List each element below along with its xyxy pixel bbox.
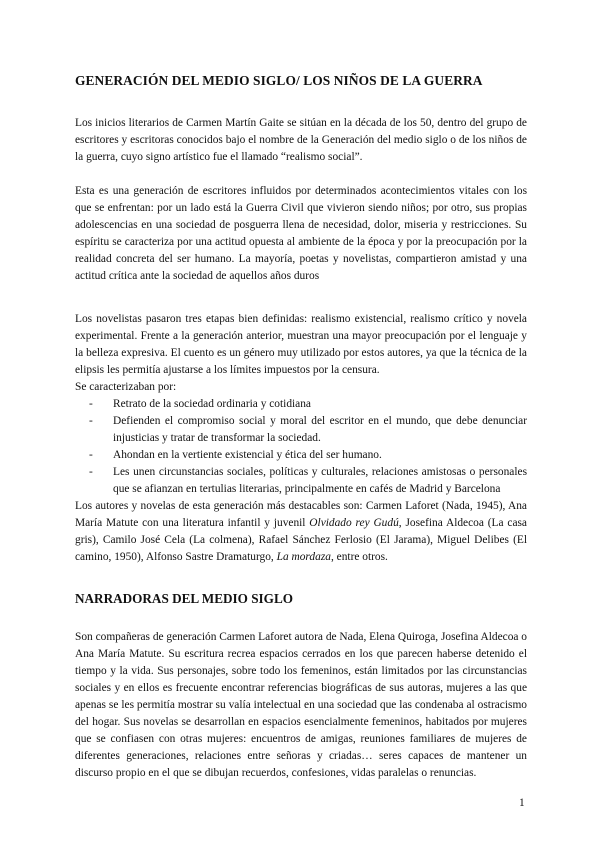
page-number: 1 <box>519 797 525 809</box>
characteristics-list <box>75 396 527 498</box>
dash-bullet: - <box>89 466 93 478</box>
list-item-text: Defienden el compromiso social y moral del escritor en el mundo, que debe denunciar injusticias y tratar de transformar la sociedad. <box>113 415 527 444</box>
paragraph-generation: Esta es una generación de escritores influidos por determinados acontecimientos vitales con los que se enfrentan: por un lado está la Guerra Civil que vivieron siendo niños; por otro, sus propias adolescencias en una sociedad de posguerra llena de necesidad, dolor, miseria y restricciones. Su espíritu se caracteriza por una actitud opuesta al ambiente de la época y por la preocupación por la realidad concreta del ser humano. La mayoría, poetas y novelistas, compartieron amistad y una actitud crítica ante la sociedad de aquellos años duros <box>75 185 527 282</box>
paragraph-intro: Los inicios literarios de Carmen Martín Gaite se sitúan en la década de los 50, dentro del grupo de escritores y escritoras conocidos bajo el nombre de la Generación del medio siglo o de los niños de la guerra, cuyo signo artístico fue el llamado “realismo social”. <box>75 117 527 163</box>
dash-bullet: - <box>89 449 93 461</box>
page-content <box>75 72 527 782</box>
list-item-text: Les unen circunstancias sociales, políticas y culturales, relaciones amistosas o personales que se afianzan en tertulias literarias, principalmente en cafés de Madrid y Barcelona <box>113 466 527 495</box>
section-heading-narradoras: NARRADORAS DEL MEDIO SIGLO <box>75 591 293 606</box>
list-item <box>75 464 527 498</box>
authors-text-2: , Josefina Aldecoa (La casa gris), Camilo José Cela (La colmena), Rafael Sánchez Ferlosio (El Jarama), Miguel Delibes (El camino, 1950), Alfonso Sastre Dramaturgo, <box>75 517 527 563</box>
list-item <box>75 447 527 464</box>
list-intro: Se caracterizaban por: <box>75 381 177 393</box>
paragraph-authors <box>75 498 527 566</box>
list-item <box>75 413 527 447</box>
dash-bullet: - <box>89 415 93 427</box>
list-item <box>75 396 527 413</box>
dash-bullet: - <box>89 398 93 410</box>
authors-text-1: Los autores y novelas de esta generación más destacables son: Carmen Laforet (Nada, 1945), Ana María Matute con una literatura infantil y juvenil <box>75 500 527 529</box>
book-title-olvidado-rey-gudu: Olvidado rey Gudú <box>309 517 399 529</box>
section-heading-generacion: GENERACIÓN DEL MEDIO SIGLO/ LOS NIÑOS DE LA GUERRA <box>75 73 483 88</box>
book-title-la-mordaza: La mordaza <box>276 551 331 563</box>
list-item-text: Ahondan en la vertiente existencial y ética del ser humano. <box>113 449 382 461</box>
paragraph-narradoras: Son compañeras de generación Carmen Laforet autora de Nada, Elena Quiroga, Josefina Aldecoa o Ana María Matute. Su escritura recrea espacios cerrados en los que parecen haberse detenido el tiempo y la vida. Sus personajes, sobre todo los femeninos, están limitados por las circunstancias sociales y en ellos es frecuente encontrar referencias biográficas de sus autoras, mujeres a las que apenas se les permitía mostrar su valía intelectual en una sociedad que las condenaba al ostracismo del hogar. Sus novelas se desarrollan en espacios esencialmente femeninos, habitados por mujeres que se confiasen con otras mujeres: encuentros de amigas, reuniones familiares de mujeres de diferentes generaciones, relaciones entre señoras y criadas… seres capaces de mantener un discurso propio en el que se dibujan recuerdos, confesiones, vidas paralelas o renuncias. <box>75 631 527 779</box>
list-item-text: Retrato de la sociedad ordinaria y cotidiana <box>113 398 311 410</box>
paragraph-novelists: Los novelistas pasaron tres etapas bien definidas: realismo existencial, realismo crítico y novela experimental. Frente a la generación anterior, muestran una mayor preocupación por el lenguaje y la belleza expresiva. El cuento es un género muy utilizado por estos autores, ya que la técnica de la elipsis les permitía ajustarse a los límites impuestos por la censura. <box>75 313 527 376</box>
authors-text-3: , entre otros. <box>330 551 388 563</box>
